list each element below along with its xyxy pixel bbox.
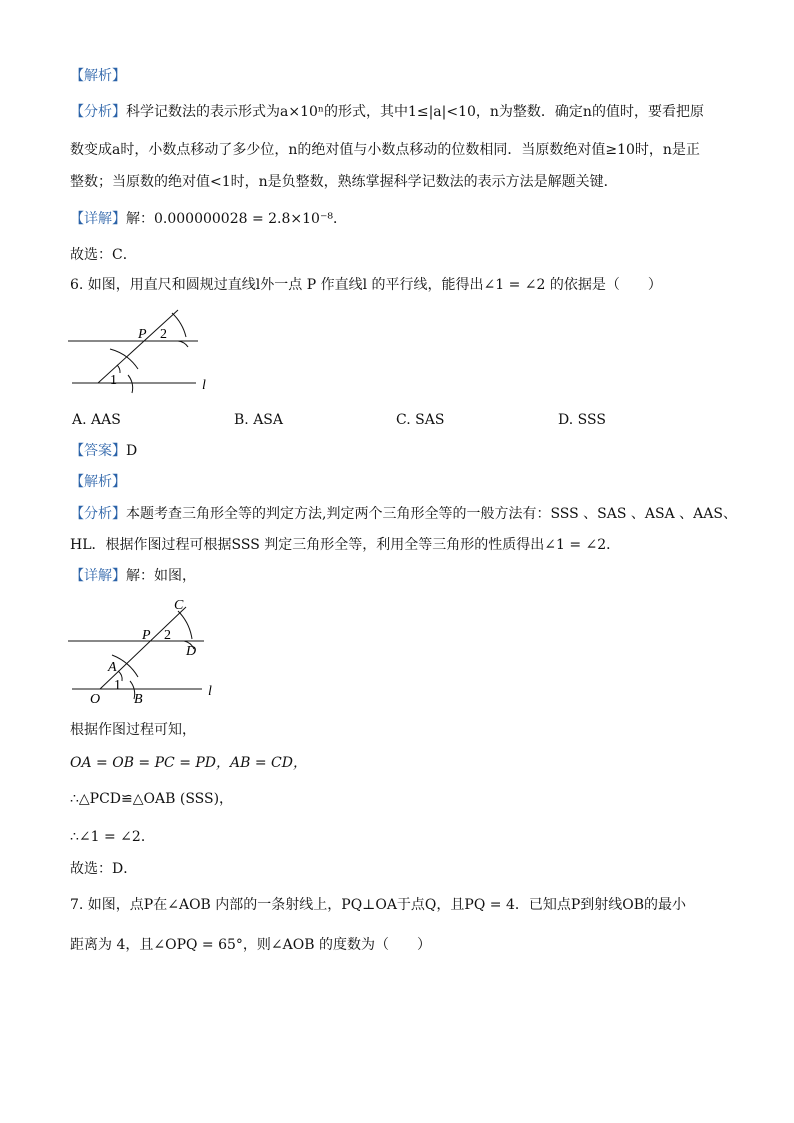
fig2-label-o: O xyxy=(90,692,101,707)
q6-option-a: A. AAS xyxy=(72,412,121,428)
fig2-label-1: 1 xyxy=(114,678,121,693)
q7-line-1: 7. 如图，点P在∠AOB 内部的一条射线上，PQ⊥OA于点Q，且PQ = 4．已知点P到射线OB的最小 xyxy=(70,897,687,913)
q7-line-2: 距离为 4，且∠OPQ = 65°，则∠AOB 的度数为（ ） xyxy=(70,937,431,953)
q5-analysis-line-1: 【分析】科学记数法的表示形式为a×10ⁿ的形式，其中1≤|a|<10，n为整数．确定n的值时，要看把原 xyxy=(70,104,704,120)
fig2-label-a: A xyxy=(108,660,117,675)
q6-option-d: D. SSS xyxy=(558,412,606,428)
q5-analysis-line-2: 数变成a时，小数点移动了多少位，n的绝对值与小数点移动的位数相同．当原数绝对值≥10时，n是正 xyxy=(70,142,700,158)
fig2-label-d: D xyxy=(186,644,197,659)
q6-analysis-line-2: HL．根据作图过程可根据SSS 判定三角形全等，利用全等三角形的性质得出∠1 = ∠2． xyxy=(70,537,621,553)
q6-question: 6. 如图，用直尺和圆规过直线l外一点 P 作直线l 的平行线，能得出∠1 = ∠2 的依据是（ ） xyxy=(70,277,662,293)
q6-option-c: C. SAS xyxy=(396,412,445,428)
q6-analysis-line-1: 【分析】本题考查三角形全等的判定方法,判定两个三角形全等的一般方法有：SSS 、SAS 、ASA 、AAS、 xyxy=(70,506,737,522)
q5-detail-tag: 【详解】 xyxy=(70,211,126,227)
q6-answer-tag: 【答案】 xyxy=(70,443,126,459)
q6-step-4: ∴∠1 = ∠2． xyxy=(70,829,155,845)
q5-jiexi-tag: 【解析】 xyxy=(70,68,126,84)
q6-jiexi-tag: 【解析】 xyxy=(70,474,126,490)
fig2-label-b: B xyxy=(134,692,143,707)
q6-figure-1 xyxy=(68,305,218,395)
q6-answer: 【答案】D xyxy=(70,443,138,459)
fig1-label-p: P xyxy=(138,327,147,342)
q6-analysis-tag: 【分析】 xyxy=(70,506,126,522)
q5-analysis-line-3: 整数；当原数的绝对值<1时，n是负整数，熟练掌握科学记数法的表示方法是解题关键． xyxy=(70,174,618,190)
fig1-label-2: 2 xyxy=(160,327,167,342)
q6-step-1: 根据作图过程可知， xyxy=(70,722,196,738)
q5-detail: 【详解】解：0.000000028 = 2.8×10⁻⁸． xyxy=(70,211,347,227)
q6-step-2: OA = OB = PC = PD，AB = CD， xyxy=(70,755,307,771)
fig1-label-l: l xyxy=(202,378,206,393)
fig2-label-l: l xyxy=(208,684,212,699)
q6-detail-tag: 【详解】 xyxy=(70,568,126,584)
fig2-label-p: P xyxy=(142,628,151,643)
fig2-label-c: C xyxy=(174,598,184,613)
q6-detail: 【详解】解：如图， xyxy=(70,568,196,584)
q6-step-3: ∴△PCD≌△OAB (SSS)， xyxy=(70,791,234,807)
fig2-label-2: 2 xyxy=(164,628,171,643)
q6-choice: 故选：D． xyxy=(70,861,138,877)
q5-analysis-tag: 【分析】 xyxy=(70,104,126,120)
q5-choice: 故选：C． xyxy=(70,247,137,263)
q6-figure-2 xyxy=(68,595,228,710)
q6-option-b: B. ASA xyxy=(234,412,283,428)
fig1-label-1: 1 xyxy=(110,373,117,388)
